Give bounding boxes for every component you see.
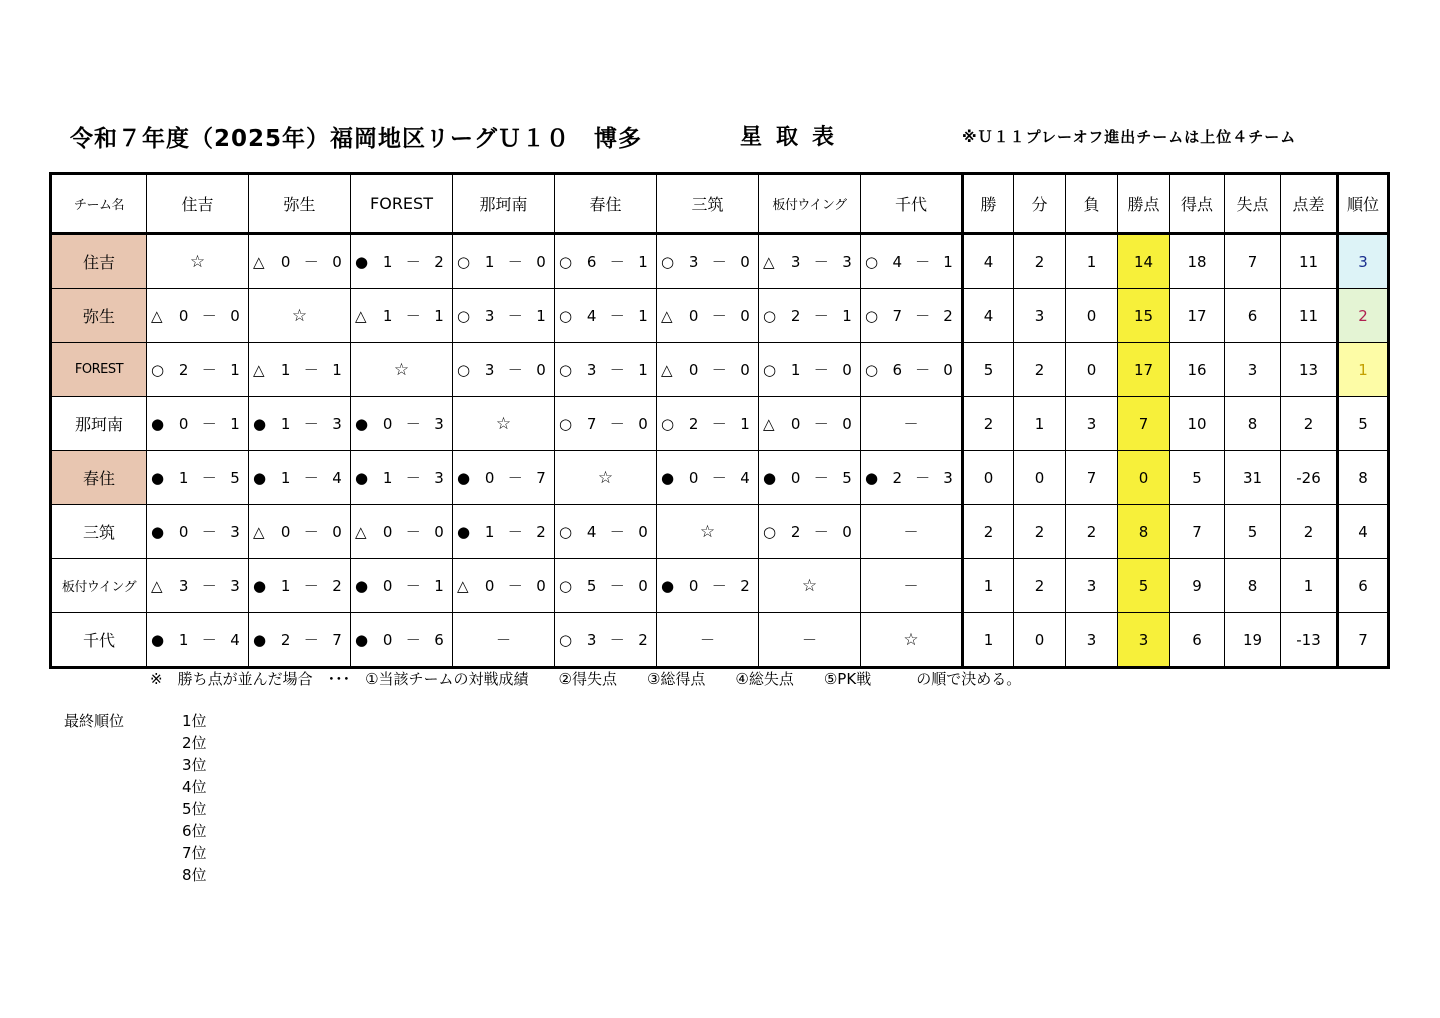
losses-cell: 2 — [1066, 505, 1118, 559]
match-result-cell — [555, 505, 657, 559]
goals-for-cell: 17 — [1170, 289, 1225, 343]
match-score: △ 0 － 0 — [661, 306, 750, 325]
final-rank-item: 7位 — [182, 844, 207, 862]
match-score: △ 0 － 0 — [457, 576, 546, 595]
points-cell: 14 — [1118, 234, 1170, 289]
goal-diff-cell: 11 — [1281, 289, 1338, 343]
no-match-dash: － — [903, 415, 919, 433]
team-name-cell: 千代 — [51, 613, 147, 668]
match-result-cell — [555, 559, 657, 613]
match-score: ○ 2 － 1 — [763, 306, 852, 325]
wins-cell: 4 — [963, 289, 1014, 343]
match-result-cell — [759, 289, 861, 343]
column-header: 得点 — [1170, 174, 1225, 234]
wins-cell: 0 — [963, 451, 1014, 505]
match-result-cell — [249, 234, 351, 289]
final-rank-item: 3位 — [182, 756, 207, 774]
match-score: △ 0 － 0 — [151, 306, 240, 325]
match-result-cell — [147, 505, 249, 559]
match-result-cell — [861, 234, 963, 289]
match-score: ● 1 － 3 — [253, 414, 342, 433]
draws-cell: 3 — [1014, 289, 1066, 343]
match-result-cell — [555, 343, 657, 397]
table-row — [51, 559, 1389, 613]
team-name-cell: 住吉 — [51, 234, 147, 289]
losses-cell: 0 — [1066, 343, 1118, 397]
match-result-cell — [147, 234, 249, 289]
match-score: ○ 4 － 0 — [559, 522, 648, 541]
match-result-cell — [861, 559, 963, 613]
goal-diff-cell: -26 — [1281, 451, 1338, 505]
match-result-cell — [555, 397, 657, 451]
goals-against-cell: 19 — [1225, 613, 1281, 668]
table-row — [51, 343, 1389, 397]
table-row — [51, 613, 1389, 668]
match-result-cell — [657, 289, 759, 343]
match-score: ○ 6 － 1 — [559, 252, 648, 271]
match-result-cell — [657, 613, 759, 668]
rank-cell: 6 — [1338, 559, 1389, 613]
column-header: 失点 — [1225, 174, 1281, 234]
match-score: ○ 4 － 1 — [865, 252, 953, 271]
match-result-cell — [351, 234, 453, 289]
rank-cell: 5 — [1338, 397, 1389, 451]
page-subtitle: 星取表 — [740, 125, 849, 150]
final-rank-item: 6位 — [182, 822, 207, 840]
match-score: ● 0 － 7 — [457, 468, 546, 487]
match-result-cell — [351, 613, 453, 668]
goals-against-cell: 6 — [1225, 289, 1281, 343]
draws-cell: 2 — [1014, 505, 1066, 559]
match-result-cell — [453, 559, 555, 613]
goal-diff-cell: 2 — [1281, 505, 1338, 559]
column-header: 板付ウイング — [759, 174, 861, 234]
match-score: ○ 7 － 0 — [559, 414, 648, 433]
draws-cell: 2 — [1014, 559, 1066, 613]
column-header: 三筑 — [657, 174, 759, 234]
match-result-cell — [249, 505, 351, 559]
goals-against-cell: 8 — [1225, 559, 1281, 613]
match-result-cell — [759, 343, 861, 397]
match-score: ● 0 － 5 — [763, 468, 852, 487]
header-row — [51, 174, 1389, 234]
self-match-star-icon: ☆ — [903, 629, 919, 650]
match-score: △ 0 － 0 — [253, 522, 342, 541]
self-match-star-icon: ☆ — [801, 575, 818, 596]
goals-against-cell: 31 — [1225, 451, 1281, 505]
table-row — [51, 397, 1389, 451]
goal-diff-cell: 11 — [1281, 234, 1338, 289]
wins-cell: 5 — [963, 343, 1014, 397]
column-header: 分 — [1014, 174, 1066, 234]
points-cell: 8 — [1118, 505, 1170, 559]
match-score: ○ 6 － 0 — [865, 360, 953, 379]
wins-cell: 1 — [963, 559, 1014, 613]
match-score: ○ 3 － 0 — [457, 360, 546, 379]
no-match-dash: － — [495, 631, 511, 649]
match-result-cell — [351, 559, 453, 613]
final-rank-item: 5位 — [182, 800, 207, 818]
match-result-cell — [249, 289, 351, 343]
points-cell: 15 — [1118, 289, 1170, 343]
draws-cell: 2 — [1014, 234, 1066, 289]
match-result-cell — [453, 451, 555, 505]
goal-diff-cell: 13 — [1281, 343, 1338, 397]
match-score: ○ 2 － 1 — [151, 360, 240, 379]
team-name-cell: 弥生 — [51, 289, 147, 343]
rank-cell: 1 — [1338, 343, 1389, 397]
match-result-cell — [861, 613, 963, 668]
team-name-cell: FOREST — [51, 343, 147, 397]
no-match-dash: － — [801, 631, 817, 649]
tiebreak-note: ※ 勝ち点が並んだ場合 ･･･ ①当該チームの対戦成績 ②得失点 ③総得点 ④総失点 ⑤PK戦 の順で決める。 — [150, 670, 1022, 688]
points-cell: 17 — [1118, 343, 1170, 397]
no-match-dash: － — [903, 523, 919, 541]
match-result-cell — [453, 289, 555, 343]
no-match-dash: － — [903, 577, 919, 595]
rank-cell: 4 — [1338, 505, 1389, 559]
match-result-cell — [249, 397, 351, 451]
wins-cell: 4 — [963, 234, 1014, 289]
table-row — [51, 289, 1389, 343]
match-result-cell — [759, 451, 861, 505]
column-header: 住吉 — [147, 174, 249, 234]
match-score: ● 0 － 4 — [661, 468, 750, 487]
goals-for-cell: 10 — [1170, 397, 1225, 451]
self-match-star-icon: ☆ — [291, 305, 308, 326]
rank-cell: 8 — [1338, 451, 1389, 505]
match-result-cell — [861, 289, 963, 343]
match-result-cell — [657, 234, 759, 289]
rank-cell: 3 — [1338, 234, 1389, 289]
losses-cell: 7 — [1066, 451, 1118, 505]
match-result-cell — [453, 343, 555, 397]
match-score: ○ 5 － 0 — [559, 576, 648, 595]
rank-cell: 7 — [1338, 613, 1389, 668]
rank-cell: 2 — [1338, 289, 1389, 343]
final-rank-list — [182, 710, 207, 886]
wins-cell: 2 — [963, 397, 1014, 451]
match-result-cell — [759, 613, 861, 668]
goals-against-cell: 7 — [1225, 234, 1281, 289]
match-score: ● 1 － 4 — [253, 468, 342, 487]
self-match-star-icon: ☆ — [597, 467, 614, 488]
match-score: △ 3 － 3 — [763, 252, 852, 271]
losses-cell: 1 — [1066, 234, 1118, 289]
self-match-star-icon: ☆ — [189, 251, 206, 272]
self-match-star-icon: ☆ — [495, 413, 512, 434]
column-header: 千代 — [861, 174, 963, 234]
match-score: △ 0 － 0 — [253, 252, 342, 271]
table-row — [51, 505, 1389, 559]
self-match-star-icon: ☆ — [393, 359, 410, 380]
column-header: 那珂南 — [453, 174, 555, 234]
goals-for-cell: 6 — [1170, 613, 1225, 668]
losses-cell: 3 — [1066, 397, 1118, 451]
team-name-cell: 春住 — [51, 451, 147, 505]
points-cell: 5 — [1118, 559, 1170, 613]
column-header: FOREST — [351, 174, 453, 234]
final-rank-item: 2位 — [182, 734, 207, 752]
team-name-cell: 那珂南 — [51, 397, 147, 451]
match-score: ● 1 － 3 — [355, 468, 444, 487]
team-name-cell: 板付ウイング — [51, 559, 147, 613]
goals-for-cell: 16 — [1170, 343, 1225, 397]
match-score: ○ 1 － 0 — [763, 360, 852, 379]
match-score: ○ 3 － 1 — [457, 306, 546, 325]
table-row — [51, 234, 1389, 289]
match-result-cell — [147, 289, 249, 343]
table-row — [51, 451, 1389, 505]
match-score: ● 0 － 3 — [151, 522, 240, 541]
goals-for-cell: 7 — [1170, 505, 1225, 559]
match-result-cell — [351, 397, 453, 451]
match-result-cell — [657, 343, 759, 397]
page-title: 令和７年度（2025年）福岡地区リーグＵ１０ 博多 — [70, 126, 643, 152]
match-score: ● 0 － 2 — [661, 576, 750, 595]
match-result-cell — [453, 505, 555, 559]
goal-diff-cell: 2 — [1281, 397, 1338, 451]
goals-against-cell: 8 — [1225, 397, 1281, 451]
goals-for-cell: 9 — [1170, 559, 1225, 613]
losses-cell: 0 — [1066, 289, 1118, 343]
goals-for-cell: 18 — [1170, 234, 1225, 289]
match-result-cell — [759, 397, 861, 451]
match-result-cell — [147, 343, 249, 397]
match-result-cell — [147, 451, 249, 505]
match-score: △ 0 － 0 — [661, 360, 750, 379]
match-score: ○ 7 － 2 — [865, 306, 953, 325]
match-score: △ 1 － 1 — [355, 306, 444, 325]
match-score: △ 1 － 1 — [253, 360, 342, 379]
match-score: ● 1 － 5 — [151, 468, 240, 487]
match-score: ○ 2 － 0 — [763, 522, 852, 541]
self-match-star-icon: ☆ — [699, 521, 716, 542]
match-result-cell — [657, 397, 759, 451]
match-score: ○ 3 － 0 — [661, 252, 750, 271]
goals-against-cell: 3 — [1225, 343, 1281, 397]
draws-cell: 0 — [1014, 451, 1066, 505]
match-result-cell — [351, 451, 453, 505]
match-result-cell — [555, 289, 657, 343]
draws-cell: 0 — [1014, 613, 1066, 668]
match-result-cell — [555, 613, 657, 668]
match-result-cell — [249, 451, 351, 505]
draws-cell: 2 — [1014, 343, 1066, 397]
match-result-cell — [657, 559, 759, 613]
match-result-cell — [555, 234, 657, 289]
match-score: △ 0 － 0 — [763, 414, 852, 433]
match-result-cell — [249, 559, 351, 613]
match-score: ● 1 － 2 — [253, 576, 342, 595]
points-cell: 3 — [1118, 613, 1170, 668]
match-result-cell — [147, 397, 249, 451]
losses-cell: 3 — [1066, 559, 1118, 613]
match-score: △ 0 － 0 — [355, 522, 444, 541]
match-result-cell — [555, 451, 657, 505]
draws-cell: 1 — [1014, 397, 1066, 451]
match-score: ● 0 － 3 — [355, 414, 444, 433]
final-rank-item: 4位 — [182, 778, 207, 796]
column-header: チーム名 — [51, 174, 147, 234]
final-rank-label: 最終順位 — [64, 712, 125, 730]
goals-for-cell: 5 — [1170, 451, 1225, 505]
match-result-cell — [147, 613, 249, 668]
standings-table — [49, 172, 1390, 669]
match-result-cell — [147, 559, 249, 613]
column-header: 点差 — [1281, 174, 1338, 234]
match-result-cell — [249, 343, 351, 397]
match-result-cell — [861, 397, 963, 451]
match-score: ○ 1 － 0 — [457, 252, 546, 271]
no-match-dash: － — [699, 631, 715, 649]
column-header: 勝 — [963, 174, 1014, 234]
match-result-cell — [759, 234, 861, 289]
match-score: ○ 3 － 1 — [559, 360, 648, 379]
match-result-cell — [861, 451, 963, 505]
match-result-cell — [453, 397, 555, 451]
column-header: 負 — [1066, 174, 1118, 234]
match-score: ○ 3 － 2 — [559, 630, 648, 649]
goals-against-cell: 5 — [1225, 505, 1281, 559]
goal-diff-cell: -13 — [1281, 613, 1338, 668]
points-cell: 7 — [1118, 397, 1170, 451]
column-header: 春住 — [555, 174, 657, 234]
wins-cell: 2 — [963, 505, 1014, 559]
match-result-cell — [351, 289, 453, 343]
match-score: ○ 4 － 1 — [559, 306, 648, 325]
match-score: ● 0 － 1 — [151, 414, 240, 433]
match-score: ● 1 － 2 — [355, 252, 444, 271]
match-result-cell — [657, 505, 759, 559]
match-result-cell — [453, 613, 555, 668]
match-score: ● 2 － 3 — [865, 468, 953, 487]
match-result-cell — [351, 343, 453, 397]
match-result-cell — [453, 234, 555, 289]
final-rank-item: 1位 — [182, 712, 207, 730]
match-score: ● 2 － 7 — [253, 630, 342, 649]
column-header: 勝点 — [1118, 174, 1170, 234]
wins-cell: 1 — [963, 613, 1014, 668]
match-score: ● 1 － 2 — [457, 522, 546, 541]
match-result-cell — [759, 505, 861, 559]
match-score: ● 0 － 6 — [355, 630, 444, 649]
match-score: ● 1 － 4 — [151, 630, 240, 649]
playoff-note: ※Ｕ１１プレーオフ進出チームは上位４チーム — [962, 128, 1297, 146]
final-rank-item: 8位 — [182, 866, 207, 884]
column-header: 順位 — [1338, 174, 1389, 234]
points-cell: 0 — [1118, 451, 1170, 505]
losses-cell: 3 — [1066, 613, 1118, 668]
column-header: 弥生 — [249, 174, 351, 234]
match-result-cell — [861, 505, 963, 559]
match-score: △ 3 － 3 — [151, 576, 240, 595]
match-score: ○ 2 － 1 — [661, 414, 750, 433]
match-result-cell — [249, 613, 351, 668]
match-result-cell — [657, 451, 759, 505]
match-result-cell — [351, 505, 453, 559]
match-result-cell — [861, 343, 963, 397]
match-result-cell — [759, 559, 861, 613]
team-name-cell: 三筑 — [51, 505, 147, 559]
match-score: ● 0 － 1 — [355, 576, 444, 595]
goal-diff-cell: 1 — [1281, 559, 1338, 613]
